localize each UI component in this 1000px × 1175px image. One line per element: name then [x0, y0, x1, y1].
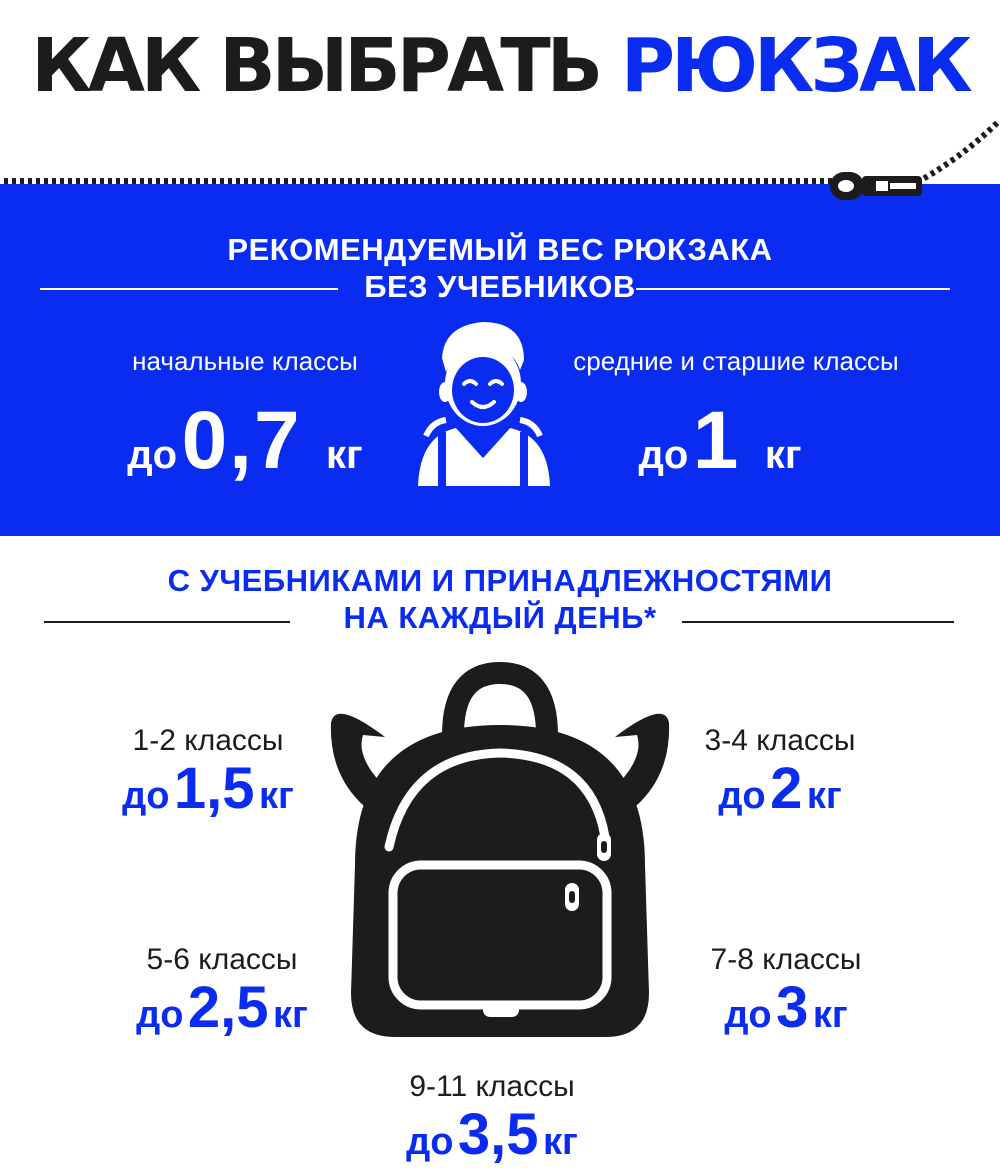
primary-label: начальные классы [132, 346, 358, 376]
heading-line-1: С УЧЕБНИКАМИ И ПРИНАДЛЕЖНОСТЯМИ [167, 563, 833, 598]
grade-value: 3 [776, 974, 809, 1040]
grade-unit: кг [273, 993, 308, 1036]
heading-line-1: РЕКОМЕНДУЕМЫЙ ВЕС РЮКЗАКА [227, 232, 773, 267]
grade-unit: кг [259, 774, 294, 817]
backpack-icon [325, 665, 675, 1050]
secondary-unit: кг [764, 433, 802, 477]
grade-prefix: до [724, 993, 772, 1036]
grade-prefix: до [406, 1120, 454, 1163]
page-title [0, 22, 1000, 111]
grade-unit: кг [812, 993, 848, 1036]
grade-value: 2 [770, 755, 803, 821]
grade-1-2 [78, 724, 338, 819]
grade-label: 9-11 классы [409, 1070, 575, 1103]
student-icon [412, 318, 554, 488]
grade-label: 5-6 классы [146, 943, 298, 976]
grade-value: 2,5 [187, 974, 269, 1040]
grade-label: 7-8 классы [710, 943, 862, 976]
divider-right [636, 288, 950, 290]
grade-weight [362, 1101, 622, 1167]
grade-9-11 [362, 1070, 622, 1165]
primary-prefix: до [127, 433, 178, 477]
with-books-heading [0, 563, 1000, 636]
secondary-prefix: до [638, 433, 689, 477]
heading-line-2: НА КАЖДЫЙ ДЕНЬ* [343, 599, 657, 635]
grade-prefix: до [718, 774, 766, 817]
primary-unit: кг [326, 433, 363, 477]
grade-weight [650, 755, 910, 821]
secondary-weight [600, 395, 840, 486]
zipper-slider-icon [828, 166, 928, 206]
grade-weight [78, 755, 338, 821]
divider-left [44, 621, 290, 623]
grade-7-8 [656, 943, 916, 1038]
primary-value: 0,7 [181, 395, 302, 486]
grade-prefix: до [136, 993, 184, 1036]
grade-5-6 [92, 943, 352, 1038]
divider-left [40, 288, 338, 290]
grade-unit: кг [806, 774, 842, 817]
grade-weight [92, 974, 352, 1040]
grade-label: 3-4 классы [704, 724, 856, 757]
title-prefix: КАК ВЫБРАТЬ [31, 23, 600, 109]
grade-3-4 [650, 724, 910, 819]
without-books-heading [0, 232, 1000, 305]
divider-right [682, 621, 954, 623]
grade-weight [656, 974, 916, 1040]
title-accent: РЮКЗАК [620, 23, 969, 109]
primary-weight [80, 395, 410, 486]
secondary-label: средние и старшие классы [573, 346, 899, 376]
grade-unit: кг [543, 1120, 578, 1163]
heading-line-2: БЕЗ УЧЕБНИКОВ [364, 268, 636, 304]
grade-value: 3,5 [457, 1101, 539, 1167]
grade-value: 1,5 [173, 755, 255, 821]
grade-prefix: до [122, 774, 170, 817]
grade-label: 1-2 классы [132, 724, 284, 757]
secondary-value: 1 [692, 395, 741, 486]
